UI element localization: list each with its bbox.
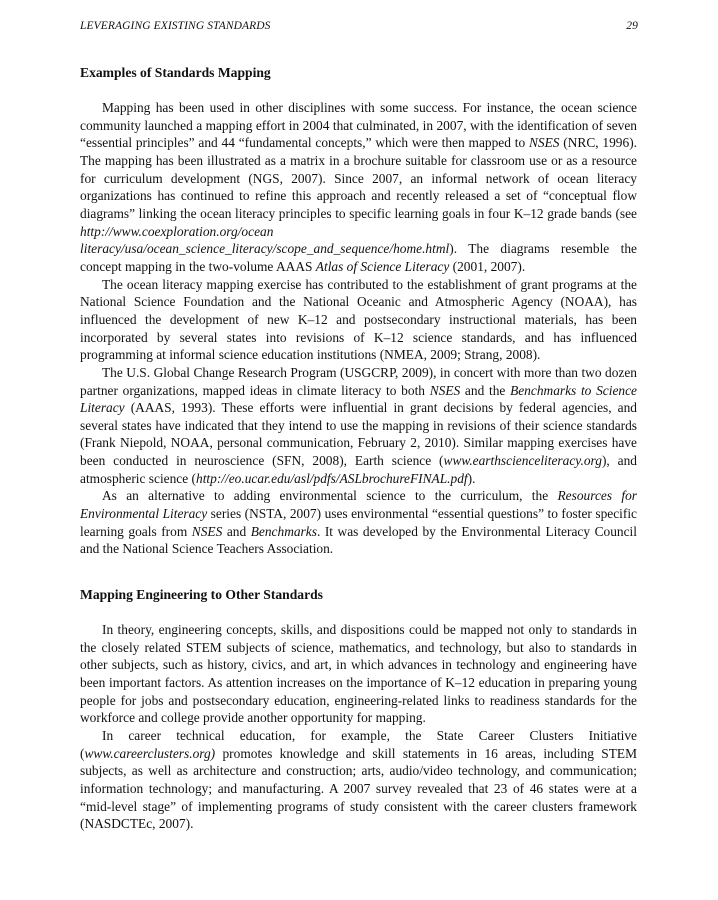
paragraph: The ocean literacy mapping exercise has contributed to the establishment of grant programs at the National Science Foundation and the National Oceanic and Atmospheric Agency (NOAA), has influenced the development of new K–12 and postsecondary instructional materials, has been incorporated by several states into revisions of K–12 science standards, and has influenced programming at informal science education institutions (NMEA, 2009; Strang, 2008).: [80, 276, 637, 363]
url-link[interactable]: www.careerclusters.org): [84, 745, 216, 761]
section-heading-standards-mapping: Examples of Standards Mapping: [80, 65, 271, 80]
url-link[interactable]: http://www.coexploration.org/ocean literacy/usa/ocean_science_literacy/scope_and_sequence/home.html: [80, 223, 450, 257]
paragraph: Mapping has been used in other disciplines with some success. For instance, the ocean science community launched a mapping effort in 2004 that culminated, in 2007, with the identification of seven “essential principles” and 44 “fundamental concepts,” which were then mapped to NSES (NRC, 1996). The mapping has been illustrated as a matrix in a brochure suitable for classroom use or as a resource for curriculum development (NGS, 2007). Since 2007, an informal network of ocean literacy organizations has continued to refine this approach and recently released a set of “conceptual flow diagrams” linking the ocean literacy principles to specific learning goals in four K–12 grade bands (see http://www.coexploration.org/ocean literacy/usa/ocean_science_literacy/scope_and_sequence/home.html). The diagrams resemble the concept mapping in the two-volume AAAS Atlas of Science Literacy (2001, 2007).: [80, 100, 637, 274]
paragraph: In career technical education, for example, the State Career Clusters Initiative (www.careerclusters.org) promotes knowledge and skill statements in 16 areas, including STEM subjects, as well as architecture and construction; arts, audio/video technology, and communication; information technology; and manufacturing. A 2007 survey revealed that 23 of 46 states were at a “mid-level stage” of implementing programs of study consistent with the career clusters framework (NASDCTEc, 2007).: [80, 728, 637, 832]
running-title: LEVERAGING EXISTING STANDARDS: [80, 20, 271, 32]
paragraph: In theory, engineering concepts, skills, and dispositions could be mapped not only to standards in the closely related STEM subjects of science, mathematics, and technology, but also to standards in other subjects, such as history, civics, and art, in which advances in technology and engineering have been important factors. As attention increases on the importance of K–12 education in preparing young people for jobs and postsecondary education, engineering-related links to readiness standards for the workforce and college provide another opportunity for mapping.: [80, 622, 637, 726]
page-number: 29: [626, 20, 638, 32]
body-text: [80, 64, 637, 833]
url-link[interactable]: www.earthscienceliteracy.org: [443, 453, 602, 469]
url-link[interactable]: http://eo.ucar.edu/asl/pdfs/ASLbrochureFINAL.pdf: [196, 470, 468, 486]
running-header: [80, 20, 638, 32]
section-heading-engineering-mapping: Mapping Engineering to Other Standards: [80, 587, 323, 603]
paragraph: As an alternative to adding environmental science to the curriculum, the Resources for Environmental Literacy series (NSTA, 2007) uses environmental “essential questions” to foster specific learning goals from NSES and Benchmarks. It was developed by the Environmental Literacy Council and the National Science Teachers Association.: [80, 488, 638, 557]
paragraph: The U.S. Global Change Research Program (USGCRP, 2009), in concert with more than two dozen partner organizations, mapped ideas in climate literacy to both NSES and the Benchmarks to Science Literacy (AAAS, 1993). These efforts were influential in grant decisions by federal agencies, and several states have indicated that they intend to use the mapping in revisions of their science standards (Frank Niepold, NOAA, personal communication, February 2, 2010). Similar mapping exercises have been conducted in neuroscience (SFN, 2008), Earth science (www.earthscienceliteracy.org), and atmospheric science (http://eo.ucar.edu/asl/pdfs/ASLbrochureFINAL.pdf).: [80, 364, 637, 486]
